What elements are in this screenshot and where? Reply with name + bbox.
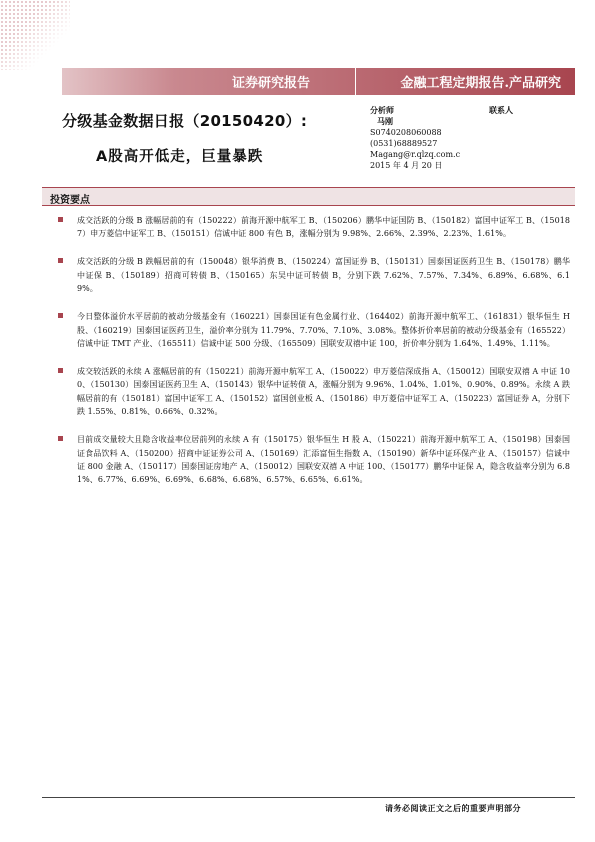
corner-dot-pattern xyxy=(0,0,70,70)
analyst-phone: (0531)68889527 xyxy=(370,139,438,148)
contact-label: 联系人 xyxy=(489,105,513,115)
footer-disclaimer: 请务必阅读正文之后的重要声明部分 xyxy=(385,803,521,813)
square-bullet-icon xyxy=(58,217,63,222)
key-point-text: 成交活跃的分级 B 涨幅居前的有（150222）前海开源中航军工 B、（150206）鹏华中证国防 B、（150182）富国中证军工 B、（150187）申万菱信中证军工 B、（150151）信诚中证 800 有色 B，涨幅分别为 9.98%、2.66%、2.39%、2.23%、1.61%。 xyxy=(77,216,570,239)
report-banner xyxy=(62,68,575,95)
key-point-text: 今日整体溢价水平居前的被动分级基金有（160221）国泰国证有色金属行业、（164402）前海开源中航军工、（161831）银华恒生 H 股、（160219）国泰国证医药卫生，溢价率分别为 11.79%、7.70%、7.10%、3.08%。整体折价率居前的被动分级基金有（165522）信诚中证 TMT 产业、（165511）信诚中证 500 分级、（165509）国联安双禧中证 100，折价率分别为 1.64%、1.49%、1.11%。 xyxy=(77,312,570,349)
key-point xyxy=(58,214,570,241)
footer-rule xyxy=(42,797,575,798)
key-point xyxy=(58,433,570,487)
square-bullet-icon xyxy=(58,436,63,441)
report-subtitle: A股高开低走，巨量暴跌 xyxy=(96,149,264,165)
banner-right-label: 金融工程定期报告.产品研究 xyxy=(400,76,561,91)
banner-divider xyxy=(355,68,356,95)
square-bullet-icon xyxy=(58,258,63,263)
square-bullet-icon xyxy=(58,313,63,318)
key-point xyxy=(58,365,570,419)
key-point xyxy=(58,255,570,295)
analyst-cert-no: S0740208060088 xyxy=(370,128,442,137)
key-points-list xyxy=(58,214,570,501)
square-bullet-icon xyxy=(58,368,63,373)
section-heading: 投资要点 xyxy=(42,188,575,206)
key-point xyxy=(58,310,570,350)
key-point-text: 成交较活跃的永续 A 涨幅居前的有（150221）前海开源中航军工 A、（150022）申万菱信深成指 A、（150012）国联安双禧 A 中证 100、（150130）国泰国证医药卫生 A、（150143）银华中证转债 A，涨幅分别为 9.96%、1.04%、1.01%、0.90%、0.89%。永续 A 跌幅居前的有（150181）富国中证军工 A、（150152）富国创业板 A、（150186）申万菱信中证军工 A、（150223）富国证券 A，分别下跌 1.55%、0.81%、0.66%、0.32%。 xyxy=(77,367,570,417)
key-point-text: 成交活跃的分级 B 跌幅居前的有（150048）银华消费 B、（150224）富国证券 B、（150131）国泰国证医药卫生 B、（150178）鹏华中证保 B、（150189）招商可转债 B、（150165）东吴中证可转债 B，分别下跌 7.62%、7.57%、7.34%、6.89%、6.68%、6.19%。 xyxy=(77,257,570,294)
analyst-role: 分析师 xyxy=(370,105,394,115)
analyst-email[interactable]: Magang@r.qlzq.com.c xyxy=(370,150,461,159)
key-point-text: 目前成交量较大且隐含收益率位居前列的永续 A 有（150175）银华恒生 H 股 A、（150221）前海开源中航军工 A、（150198）国泰国证食品饮料 A、（150200）招商中证证券公司 A、（150169）汇添富恒生指数 A、（150190）新华中证环保产业 A、（150157）信诚中证 800 金融 A、（150117）国泰国证房地产 A、（150012）国联安双禧 A 中证 100、（150177）鹏华中证保 A，隐含收益率分别为 6.81%、6.77%、6.69%、6.69%、6.68%、6.68%、6.57%、6.65%、6.61%。 xyxy=(77,435,570,485)
banner-left-label: 证券研究报告 xyxy=(232,76,311,91)
report-title: 分级基金数据日报（20150420）: xyxy=(62,112,308,130)
analyst-block xyxy=(370,105,460,171)
analyst-name: 马刚 xyxy=(377,116,393,126)
report-date: 2015 年 4 月 20 日 xyxy=(370,161,443,170)
